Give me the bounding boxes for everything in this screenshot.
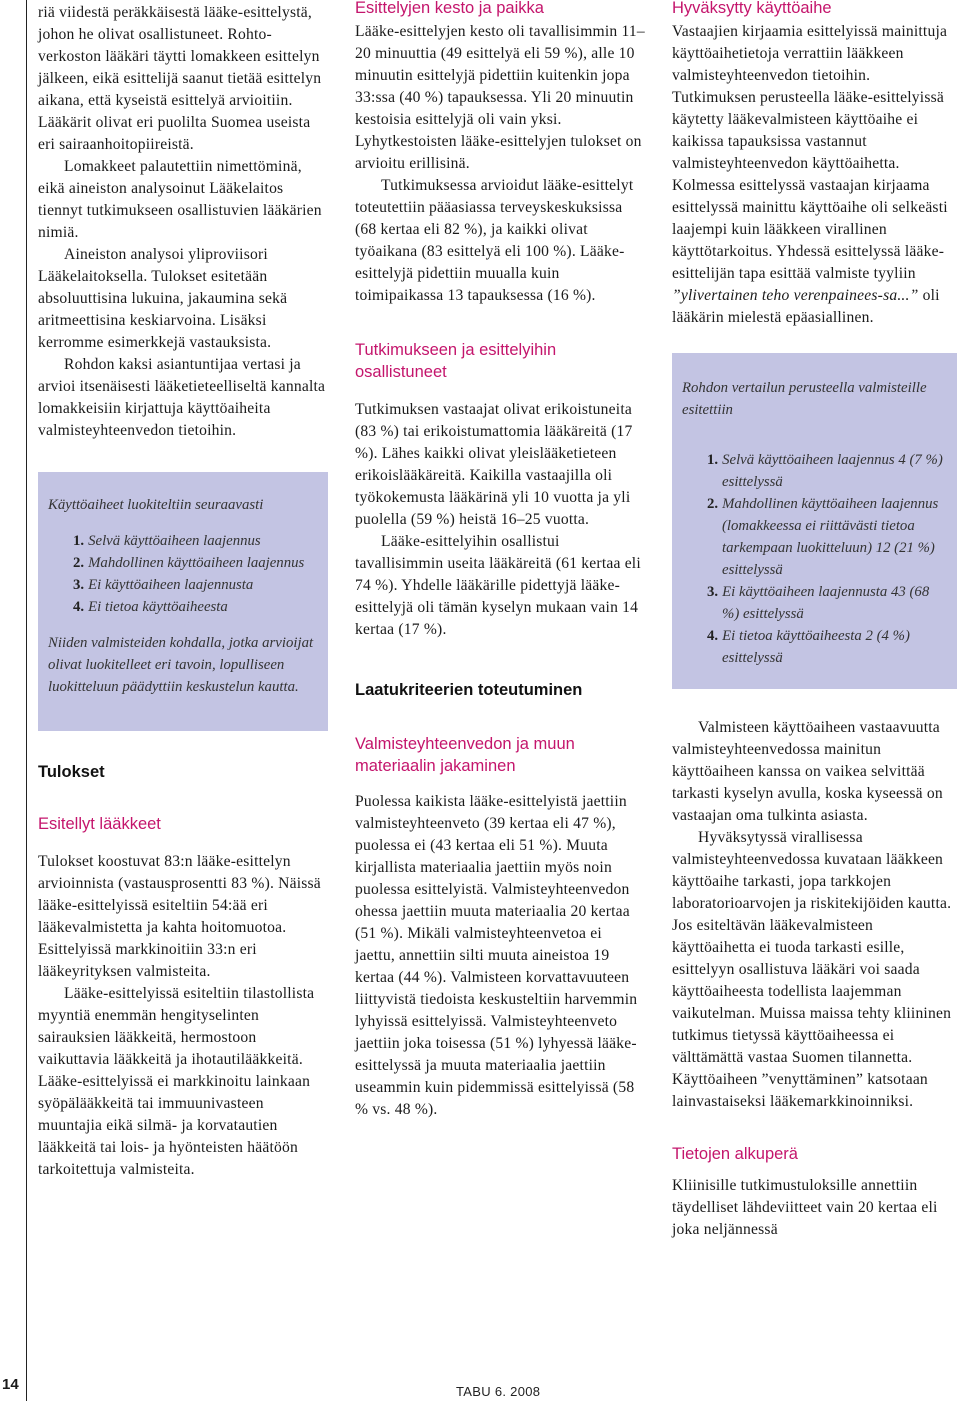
paragraph: riä viidestä peräkkäisestä lääke-esittelystä, johon he olivat osallistuneet. Rohto-verkoston lääkäri täytti lomakkeen esittelyn jälkeen, eikä esittelijä saanut tietää esittelyn aikana, että kyseistä esittelyä arvioitiin. Lääkärit olivat eri puolilta Suomea useista eri sairaanhoitopiireistä. [38,4,322,153]
subsection-heading: Tietojen alkuperä [672,1145,798,1163]
list-item: 1. Selvä käyttöaiheen laajennus 4 (7 %) esittelyssä [707,452,943,490]
paragraph: Lääke-esittelyjen kesto oli tavallisimmin 11–20 minuuttia (49 esittelyä eli 59 %), alle 10 minuutin esittelyjä pidettiin kuitenkin jopa 33:ssa (40 %) tapauksessa. Yli 20 minuutin kestoisia esittelyjä oli vain yksi. Lyhytkestoisten lääke-esittelyjen tulokset on arvioitu erillisinä. [355,23,645,172]
classification-box [38,472,328,731]
box-outro: Niiden valmisteiden kohdalla, jotka arvioijat olivat luokitelleet eri tavoin, lopulliseen luokitteluun päädyttiin keskustelun kautta. [48,635,314,695]
paragraph: Aineiston analysoi yliproviisori Lääkelaitoksella. Tulokset esitetään absoluuttisina lukuina, jakaumina sekä aritmeettisina keskiarvoina. Lisäksi kerromme esimerkkejä vastauksista. [38,246,288,351]
subsection-heading: Hyväksytty käyttöaihe [672,0,832,17]
section-heading: Laatukriteerien toteutuminen [355,681,583,699]
list-item: 2. Mahdollinen käyttöaiheen laajennus [73,555,305,571]
paragraph: Vastaajien kirjaamia esittelyissä mainittuja käyttöaihetietoja verrattiin lääkkeen valmisteyhteenvedon tietoihin. Tutkimuksen perusteella lääke-esittelyissä käytetty lääkevalmisteen käyttöaihe ei kaikissa tapauksissa vastannut valmisteyhteenvedon käyttöaihetta. Kolmessa esittelyssä vastaajan kirjaama esittelyssä mainittu käyttöaihe oli selkeästi laajempi kuin lääkkeen virallinen käyttötarkoitus. Yhdessä esittelyssä lääke-esittelijän tapa esittää valmiste tyyliin ”ylivertainen teho verenpainees-sa...” oli lääkärin mielestä epäasiallinen. [672,23,948,326]
box-intro: Käyttöaiheet luokiteltiin seuraavasti [48,497,264,513]
paragraph: Valmisteen käyttöaiheen vastaavuutta valmisteyhteenvedossa mainitun käyttöaiheen kanssa on vaikea selvittää tarkasti kyselyn avulla, koska kyseessä on vastaajan oma tulkinta asiasta. [672,719,943,824]
paragraph: Tutkimuksen vastaajat olivat erikoistuneita (83 %) tai erikoistumattomia lääkäreitä (17 %). Lähes kaikki olivat yleislääketieteen erikoislääkäreitä. Kaikilla vastaajilla oli työkokemusta lääkärinä yli 10 vuotta ja yli puolella (59 %) heistä 16–25 vuotta. [355,401,633,528]
section-heading: Tulokset [38,763,105,781]
page-number: 14 [2,1376,19,1393]
comparison-box [672,353,957,689]
comparison-list [682,449,947,669]
paragraph: Lomakkeet palautettiin nimettöminä, eikä aineiston analysoinut Lääkelaitos tiennyt tutkimukseen osallistuvien lääkärien nimiä. [38,158,322,241]
paragraph: Tulokset koostuvat 83:n lääke-esittelyn arvioinnista (vastausprosentti 83 %). Näissä lääke-esittelyissä esiteltiin 54:ää eri lääkevalmistetta ja kahta hoitomuotoa. Esittelyissä markkinoitiin 33:n eri lääkeyrityksen valmisteita. [38,853,321,980]
paragraph: Puolessa kaikista lääke-esittelyistä jaettiin valmisteyhteenveto (39 kertaa eli 47 %), puolessa ei (43 kertaa eli 51 %). Muuta kirjallista materiaalia jaettiin myös noin puolessa esittelyistä. Valmisteyhteenvedon ohessa jaettiin muuta materiaalia 20 kertaa (51 %). Mikäli valmisteyhteenvetoa ei jaettu, annettiin silti muuta aineistoa 19 kertaa (44 %). Valmisteen korvattavuuteen liittyvistä tiedoista keskusteltiin harvemmin lyhyissä esittelyissä. Valmisteyhteenveto jaettiin joka toisessa (51 %) lyhyessä lääke-esittelyssä ja muuta materiaalia jaettiin useammin kuin pidemmissä esittelyissä (58 % vs. 48 %). [355,793,638,1118]
subsection-heading: Esitellyt lääkkeet [38,815,161,833]
classification-list [48,530,318,618]
list-item: 2. Mahdollinen käyttöaiheen laajennus (lomakkeessa ei riittävästi tietoa tarkempaan luokitteluun) 12 (21 %) esittelyssä [707,496,939,578]
paragraph: Lääke-esittelyissä esiteltiin tilastollista myyntiä enemmän hengityselinten sairauksien lääkkeitä, hermostoon vaikuttavia lääkkeitä ja ihotautilääkkeitä. Lääke-esittelyissä ei markkinoitu lainkaan syöpälääkkeitä tai immuunivasteen muuntajia eikä silmä- ja korvatautien lääkkeitä tai lois- ja hyönteisten häätöön tarkoitettuja valmisteita. [38,985,315,1178]
column-1 [38,0,328,1181]
list-item: 1. Selvä käyttöaiheen laajennus [73,533,261,549]
paragraph: Lääke-esittelyihin osallistui tavallisimmin useita lääkäreitä (61 kertaa eli 74 %). Yhdelle lääkärille pidettyjä lääke-esittelyjä oli tämän kyselyn mukaan vain 14 kertaa (17 %). [355,533,641,638]
list-item: 3. Ei käyttöaiheen laajennusta 43 (68 %) esittelyssä [707,584,930,622]
paragraph: Rohdon kaksi asiantuntijaa vertasi ja arvioi itsenäisesti lääketieteelliseltä kannalta lomakkeisiin kirjattuja käyttöaiheita valmisteyhteenvedon tietoihin. [38,356,326,439]
column-2 [355,0,645,1121]
list-item: 4. Ei tietoa käyttöaiheesta 2 (4 %) esittelyssä [707,628,910,666]
subsection-heading: Valmisteyhteenvedon ja muun materiaalin jakaminen [355,735,575,775]
list-item: 4. Ei tietoa käyttöaiheesta [73,599,228,615]
margin-rule [26,0,27,1401]
journal-footer: TABU 6. 2008 [456,1384,541,1399]
paragraph: Hyväksytyssä virallisessa valmisteyhteenvedossa kuvataan lääkkeen käyttöaihe tarkasti, jopa tarkkojen laboratorioarvojen ja riskitekijöiden kautta. Jos esiteltävän lääkevalmisteen käyttöaihetta ei tuoda tarkasti esille, esittelyyn osallistuva lääkäri voi saada käyttöaiheesta todellista laajemman vaikutelman. Muissa maissa tehty kliininen tutkimus tietyssä käyttöaiheessa ei välttämättä vastaa Suomen tilannetta. Käyttöaiheen ”venyttäminen” katsotaan lainvastaiseksi lääkemarkkinoinniksi. [672,829,952,1110]
subsection-heading: Esittelyjen kesto ja paikka [355,0,544,17]
paragraph: Kliinisille tutkimustuloksille annettiin täydelliset lähdeviitteet vain 20 kertaa eli joka neljännessä [672,1177,938,1238]
paragraph: Tutkimuksessa arvioidut lääke-esittelyt toteutettiin pääasiassa terveyskeskuksissa (68 kertaa eli 82 %), ja kaikki olivat työaikana (83 esittelyä eli 100 %). Lääke-esittelyjä pidettiin muualla kuin toimipaikassa 13 tapauksessa (16 %). [355,177,634,304]
column-3 [672,0,957,1241]
quote: ”ylivertainen teho verenpainees-sa...” [672,287,919,304]
list-item: 3. Ei käyttöaiheen laajennusta [73,577,254,593]
box-intro: Rohdon vertailun perusteella valmisteille esitettiin [682,380,927,418]
subsection-heading: Tutkimukseen ja esittelyihin osallistuneet [355,341,557,381]
